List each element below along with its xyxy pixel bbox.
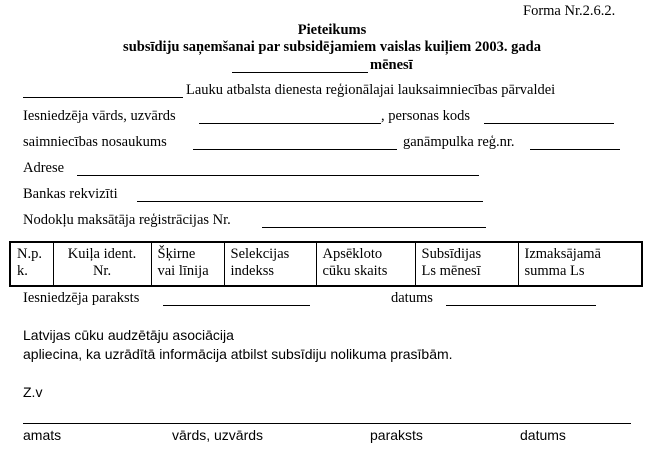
- personal-code-label: , personas kods: [381, 108, 471, 124]
- footer-date-label: datums: [520, 427, 566, 443]
- applicant-date-label: datums: [391, 290, 433, 306]
- applicant-name-field[interactable]: [199, 123, 381, 124]
- tax-reg-field[interactable]: [262, 227, 486, 228]
- col-header-np: N.p. k.: [10, 242, 53, 286]
- col-header-subsidy: Subsīdijas Ls mēnesī: [415, 242, 518, 286]
- col-header-breed: Šķirne vai līnija: [151, 242, 224, 286]
- bank-field[interactable]: [137, 201, 483, 202]
- personal-code-field[interactable]: [484, 123, 614, 124]
- footer-name-label: vārds, uzvārds: [172, 427, 264, 443]
- certification-statement: apliecina, ka uzrādītā informācija atbilst subsīdiju nolikuma prasībām.: [23, 346, 453, 362]
- office-blank[interactable]: [23, 97, 183, 98]
- bank-label: Bankas rekvizīti: [23, 186, 118, 202]
- footer-signature-label: paraksts: [370, 427, 423, 443]
- form-title: Pieteikums: [297, 22, 367, 38]
- applicant-date-field[interactable]: [446, 305, 596, 306]
- herd-reg-field[interactable]: [530, 149, 620, 150]
- subsidy-table: [9, 241, 643, 287]
- farm-name-label: saimniecības nosaukums: [23, 134, 167, 150]
- association-name: Latvijas cūku audzētāju asociācija: [23, 327, 234, 343]
- col-header-payable: Izmaksājamā summa Ls: [518, 242, 642, 286]
- tax-reg-label: Nodokļu maksātāja reģistrācijas Nr.: [23, 212, 231, 228]
- footer-signature-line[interactable]: [23, 423, 631, 424]
- month-blank[interactable]: [232, 72, 368, 73]
- office-label: Lauku atbalsta dienesta reģionālajai lauksaimniecības pārvaldei: [186, 82, 556, 98]
- applicant-name-label: Iesniedzēja vārds, uzvārds: [23, 108, 176, 124]
- address-label: Adrese: [23, 160, 65, 176]
- address-field[interactable]: [77, 175, 479, 176]
- form-subtitle: subsīdiju saņemšanai par subsidējamiem vaislas kuiļiem 2003. gada: [123, 39, 541, 55]
- form-number: Forma Nr.2.6.2.: [523, 3, 616, 19]
- applicant-signature-label: Iesniedzēja paraksts: [23, 290, 140, 306]
- stamp-label: Z.v: [23, 384, 43, 400]
- farm-name-field[interactable]: [193, 149, 397, 150]
- table-header-row: [10, 242, 642, 286]
- month-label: mēnesī: [370, 57, 413, 73]
- col-header-inseminated: Apsēkloto cūku skaits: [316, 242, 415, 286]
- footer-position-label: amats: [23, 427, 62, 443]
- col-header-boar-id: Kuiļa ident. Nr.: [53, 242, 151, 286]
- herd-reg-label: ganāmpulka reģ.nr.: [403, 134, 515, 150]
- col-header-selection-index: Selekcijas indekss: [224, 242, 316, 286]
- applicant-signature-field[interactable]: [163, 305, 310, 306]
